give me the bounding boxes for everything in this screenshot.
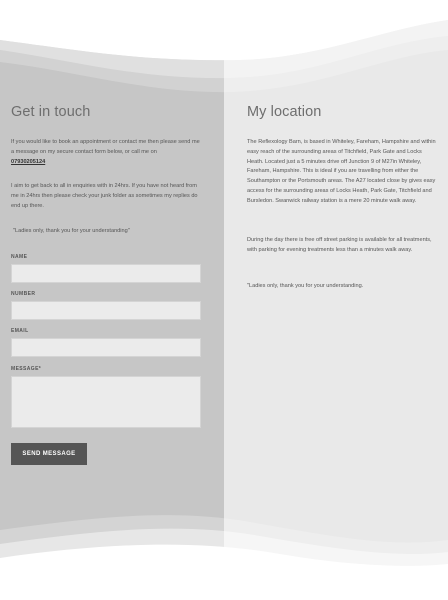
phone-link[interactable]: 07930205124 [11, 158, 46, 165]
name-label: NAME [11, 254, 28, 260]
contact-heading: Get in touch [11, 104, 91, 120]
contact-ladies-note: "Ladies only, thank you for your understanding" [13, 228, 130, 234]
email-label: EMAIL [11, 328, 29, 334]
response-note: I aim to get back to all in enquiries with in 24hrs. If you have not heard from me in 24hrs then please check your junk folder as sometimes my replies do end up there. [11, 183, 198, 209]
number-label: NUMBER [11, 291, 36, 297]
name-input[interactable] [11, 264, 201, 283]
email-input[interactable] [11, 338, 201, 357]
send-message-button[interactable]: SEND MESSAGE [11, 443, 87, 465]
location-panel [224, 0, 448, 600]
location-description: The Reflexology Barn, is based in Whiteley, Fareham, Hampshire and within easy reach of the surrounding areas of Titchfield, Park Gate and Locks Heath. Located just a 5 minutes drive off Junction 9 of M27in Whiteley, Fareham, Hampshire. This is ideal if you are travelling from either the Southampton or the Portsmouth areas. The A27 located close by gives easy access for the surrounding areas of Locks Heath, Park Gate, Titchfield and Bursledon. Swanwick railway station is a mere 20 minute walk away. [247, 139, 436, 204]
contact-intro-text: If you would like to book an appointment or contact me then please send me a message on my secure contact form below, or call me on [11, 139, 200, 155]
parking-info: During the day there is free off street parking is available for all treatments, with parking for evening treatments less than a minutes walk away. [247, 237, 432, 253]
message-label: MESSAGE* [11, 366, 42, 372]
message-textarea[interactable] [11, 376, 201, 428]
location-ladies-note: "Ladies only, thank you for your understanding. [247, 283, 364, 289]
contact-intro [11, 138, 204, 167]
location-heading: My location [247, 104, 322, 120]
number-input[interactable] [11, 301, 201, 320]
